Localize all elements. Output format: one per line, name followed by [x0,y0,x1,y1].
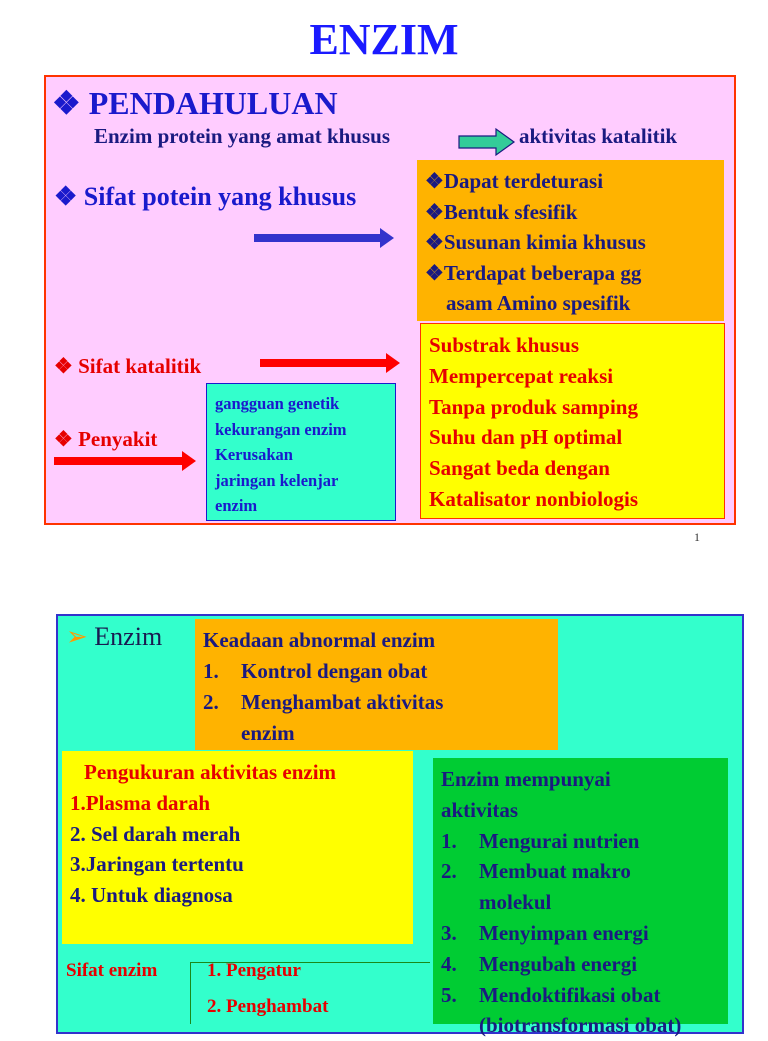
protein-property-item: asam Amino spesifik [425,291,631,315]
enzim-label-text: Enzim [94,622,163,651]
intro-right-text: aktivitas katalitik [519,124,678,148]
enzyme-activity-item: 5. Mendoktifikasi obat [441,982,661,1007]
enzyme-property-item: 2. Penghambat [207,996,329,1017]
abnormal-enzyme-item: enzim [241,721,295,745]
disease-item: gangguan genetik [215,394,340,413]
enzim-label [66,622,162,652]
red-arrow-icon [260,352,402,374]
page-number: 1 [694,530,700,544]
enzyme-activity-item: 1. Mengurai nutrien [441,828,640,853]
measurement-title: Pengukuran aktivitas enzim [84,760,337,784]
catalytic-property-item: Sangat beda dengan [429,456,610,481]
catalytic-property-item: Tanpa produk samping [429,394,638,419]
enzyme-activity-item: 3. Menyimpan energi [441,920,649,945]
enzyme-activity-title: aktivitas [441,797,519,822]
sifat-protein-label: ❖ Sifat potein yang khusus [54,182,357,211]
abnormal-enzyme-item: 2. Menghambat aktivitas [203,690,444,714]
enzyme-activity-item: molekul [479,890,552,915]
catalytic-property-item: Katalisator nonbiologis [429,486,639,511]
abnormal-enzyme-box [195,619,558,750]
enzyme-property-item: 1. Pengatur [207,960,301,981]
intro-left-text: Enzim protein yang amat khusus [94,124,391,148]
abnormal-enzyme-title: Keadaan abnormal enzim [203,628,436,652]
penyakit-label: ❖ Penyakit [54,427,158,451]
measurement-item: 1.Plasma darah [70,790,211,815]
disease-item: kekurangan enzim [215,419,347,439]
red-arrow-icon [54,450,198,472]
catalytic-properties-box [420,323,725,519]
protein-property-item: ❖Terdapat beberapa gg [425,260,642,285]
enzyme-activity-title: Enzim mempunyai [441,767,611,791]
disease-item: enzim [215,496,258,515]
enzyme-activity-item: 2. Membuat makro [441,859,631,884]
disease-box [206,383,396,521]
catalytic-property-item: Mempercepat reaksi [429,363,614,388]
arrow-bullet-icon: ➢ [66,622,88,651]
protein-properties-box [417,160,724,321]
protein-property-item: ❖Bentuk sfesifik [425,199,578,224]
catalytic-property-item: Substrak khusus [429,333,580,357]
disease-item: jaringan kelenjar [215,470,339,490]
page-title: ENZIM [309,15,459,64]
measurement-item: 3.Jaringan tertentu [70,852,244,877]
measurement-box [62,751,413,944]
sifat-enzim-label: Sifat enzim [66,960,158,981]
abnormal-enzyme-item: 1. Kontrol dengan obat [203,659,428,683]
enzyme-activity-item: (biotransformasi obat) [479,1013,682,1038]
blue-arrow-icon [254,227,396,249]
enzyme-activity-box [433,758,728,1038]
sifat-katalitik-label: ❖ Sifat katalitik [54,354,202,378]
enzyme-activity-item: 4. Mengubah energi [441,951,638,976]
pendahuluan-heading: ❖ PENDAHULUAN [52,85,338,121]
protein-property-item: ❖Susunan kimia khusus [425,230,646,254]
measurement-item: 2. Sel darah merah [70,821,241,846]
disease-item: Kerusakan [215,445,293,464]
green-arrow-icon [458,128,516,156]
measurement-item: 4. Untuk diagnosa [70,883,233,908]
catalytic-property-item: Suhu dan pH optimal [429,425,623,450]
protein-property-item: ❖Dapat terdeturasi [425,169,604,193]
